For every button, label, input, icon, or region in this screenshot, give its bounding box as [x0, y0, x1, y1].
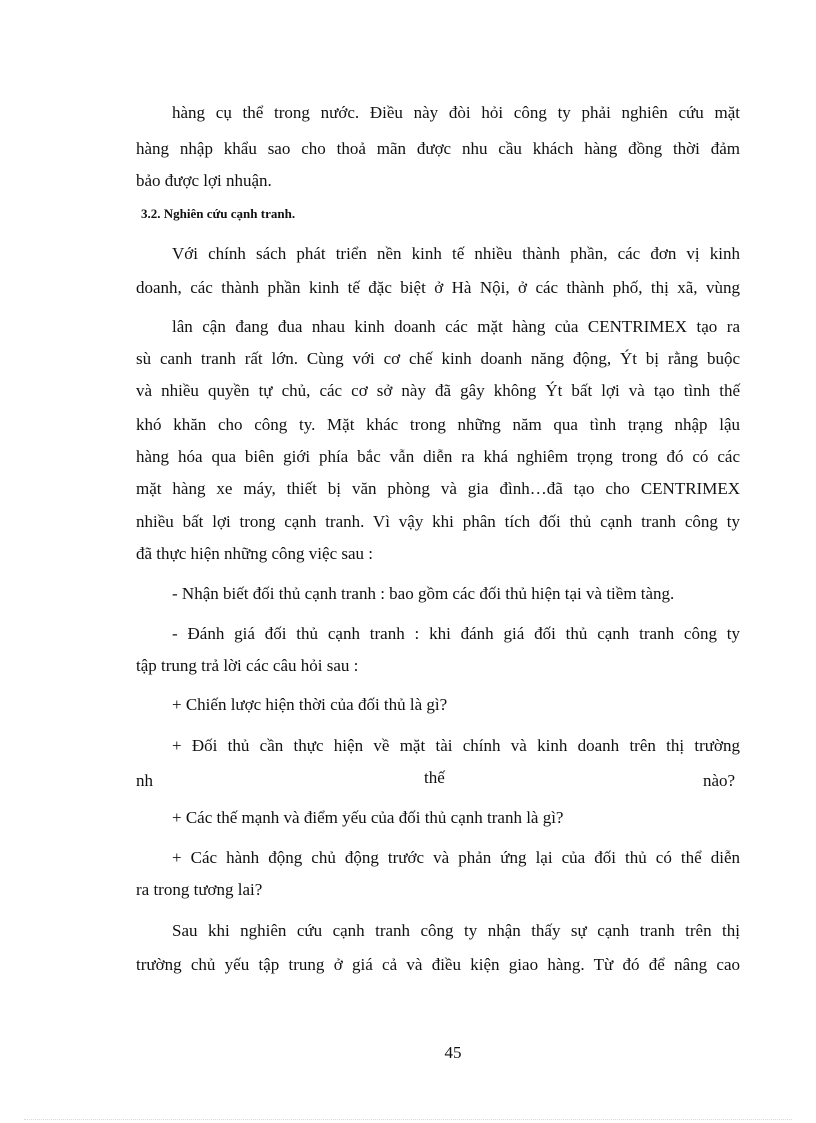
paragraph-line: Với chính sách phát triển nền kinh tế nhiều thành phần, các đơn vị kinh: [172, 244, 740, 263]
paragraph-line: ra trong tương lai?: [136, 880, 263, 899]
paragraph-line: nhiều bất lợi trong cạnh tranh. Vì vậy khi phân tích đối thủ cạnh tranh công ty: [136, 512, 740, 531]
paragraph-line: hàng nhập khẩu sao cho thoả mãn được nhu cầu khách hàng đồng thời đảm: [136, 139, 740, 158]
question-line: + Các thế mạnh và điểm yếu của đối thủ cạnh tranh là gì?: [172, 808, 564, 827]
split-word-3: nào?: [703, 771, 736, 790]
paragraph-line: bảo được lợi nhuận.: [136, 171, 272, 190]
paragraph-line: doanh, các thành phần kinh tế đặc biệt ở Hà Nội, ở các thành phố, thị xã, vùng: [136, 278, 740, 297]
footer-divider: [24, 1119, 792, 1120]
paragraph-line: hàng cụ thể trong nước. Điều này đòi hỏi công ty phải nghiên cứu mặt: [172, 103, 740, 122]
section-heading: 3.2. Nghiên cứu cạnh tranh.: [141, 206, 296, 221]
page-number: 45: [444, 1043, 462, 1062]
paragraph-line: trường chủ yếu tập trung ở giá cả và điều kiện giao hàng. Từ đó để nâng cao: [136, 955, 740, 974]
paragraph-line: Sau khi nghiên cứu cạnh tranh công ty nhận thấy sự cạnh tranh trên thị: [172, 921, 740, 940]
paragraph-line: khó khăn cho công ty. Mặt khác trong những năm qua tình trạng nhập lậu: [136, 415, 740, 434]
bullet-line: - Nhận biết đối thủ cạnh tranh : bao gồm các đối thủ hiện tại và tiềm tàng.: [172, 584, 675, 603]
question-line: + Chiến lược hiện thời của đối thủ là gì?: [172, 695, 448, 714]
split-word-1: nh: [136, 771, 153, 790]
paragraph-line: đã thực hiện những công việc sau :: [136, 544, 374, 563]
question-line: + Đối thủ cần thực hiện về mặt tài chính và kinh doanh trên thị trường: [172, 736, 740, 755]
bullet-line: - Đánh giá đối thủ cạnh tranh : khi đánh giá đối thủ cạnh tranh công ty: [172, 624, 740, 643]
paragraph-line: sù canh tranh rất lớn. Cùng với cơ chế kinh doanh năng động, Ýt bị rằng buộc: [136, 349, 740, 368]
paragraph-line: mặt hàng xe máy, thiết bị văn phòng và gia đình…đã tạo cho CENTRIMEX: [136, 479, 740, 498]
split-word-2: thế: [424, 768, 445, 787]
paragraph-line: lân cận đang đua nhau kinh doanh các mặt hàng của CENTRIMEX tạo ra: [172, 317, 740, 336]
paragraph-line: hàng hóa qua biên giới phía bắc vẫn diễn ra khá nghiêm trọng trong đó có các: [136, 447, 740, 466]
paragraph-line: và nhiều quyền tự chủ, các cơ sở này đã gây không Ýt bất lợi và tạo tình thế: [136, 381, 740, 400]
question-line: + Các hành động chủ động trước và phản ứng lại của đối thủ có thể diễn: [172, 848, 740, 867]
paragraph-line: tập trung trả lời các câu hỏi sau :: [136, 656, 359, 675]
